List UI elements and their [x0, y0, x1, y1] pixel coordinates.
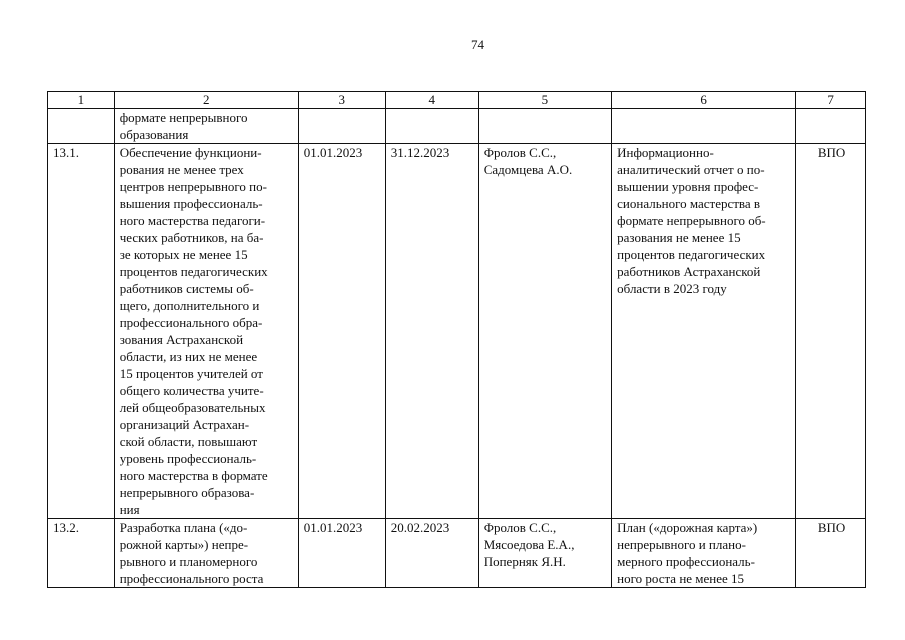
- cell-line: вышения профессиональ-: [119, 196, 263, 211]
- cell-line: профессионального обра-: [119, 315, 263, 330]
- continuation-executor-cell: [796, 109, 866, 144]
- column-header-3: 3: [298, 92, 385, 109]
- cell-line: уровень профессиональ-: [119, 451, 257, 466]
- cell-line: профессионального роста: [119, 571, 264, 586]
- row-executor: ВПО: [796, 519, 866, 588]
- row-start-date: 01.01.2023: [298, 519, 385, 588]
- cell-line: ного роста не менее 15: [617, 571, 745, 586]
- cell-line: непрерывного образова-: [119, 485, 255, 500]
- column-header-4: 4: [385, 92, 478, 109]
- cell-line: ного мастерства в формате: [119, 468, 268, 483]
- cell-line: работников Астраханской: [617, 264, 761, 279]
- row-start-date: 01.01.2023: [298, 144, 385, 519]
- continuation-line: формате непрерывного: [119, 110, 248, 125]
- cell-line: процентов педагогических: [617, 247, 766, 262]
- cell-line: Поперняк Я.Н.: [483, 554, 566, 569]
- continuation-num-cell: [48, 109, 115, 144]
- cell-line: формате непрерывного об-: [617, 213, 766, 228]
- cell-line: План («дорожная карта»): [617, 520, 758, 535]
- row-description: [114, 519, 298, 588]
- table-row: [48, 144, 866, 519]
- continuation-responsible-cell: [478, 109, 611, 144]
- cell-line: центров непрерывного по-: [119, 179, 267, 194]
- cell-line: зования Астраханской: [119, 332, 244, 347]
- page-number: 74: [471, 37, 484, 52]
- row-end-date: 20.02.2023: [385, 519, 478, 588]
- cell-line: 15 процентов учителей от: [119, 366, 263, 381]
- cell-line: Фролов С.С.,: [483, 520, 557, 535]
- cell-line: Фролов С.С.,: [483, 145, 557, 160]
- cell-line: общего количества учите-: [119, 383, 264, 398]
- continuation-line: образования: [119, 127, 189, 142]
- cell-line: рования не менее трех: [119, 162, 244, 177]
- cell-line: работников системы об-: [119, 281, 254, 296]
- row-executor: ВПО: [796, 144, 866, 519]
- row-result: [612, 144, 796, 519]
- cell-line: аналитический отчет о по-: [617, 162, 765, 177]
- continuation-start-cell: [298, 109, 385, 144]
- row-responsible: [478, 144, 611, 519]
- cell-line: сионального мастерства в: [617, 196, 761, 211]
- cell-line: зе которых не менее 15: [119, 247, 248, 262]
- cell-line: области в 2023 году: [617, 281, 727, 296]
- cell-line: рывного и планомерного: [119, 554, 258, 569]
- row-end-date: 31.12.2023: [385, 144, 478, 519]
- cell-line: рожной карты») непре-: [119, 537, 249, 552]
- cell-line: процентов педагогических: [119, 264, 268, 279]
- cell-line: Обеспечение функциони-: [119, 145, 262, 160]
- cell-line: разования не менее 15: [617, 230, 741, 245]
- column-header-6: 6: [612, 92, 796, 109]
- column-header-2: 2: [114, 92, 298, 109]
- cell-line: ской области, повышают: [119, 434, 258, 449]
- row-responsible: [478, 519, 611, 588]
- cell-line: ного мастерства педагоги-: [119, 213, 266, 228]
- cell-line: непрерывного и плано-: [617, 537, 746, 552]
- continuation-row: [48, 109, 866, 144]
- cell-line: организаций Астрахан-: [119, 417, 250, 432]
- column-header-1: 1: [48, 92, 115, 109]
- cell-line: мерного профессиональ-: [617, 554, 755, 569]
- cell-line: вышении уровня профес-: [617, 179, 759, 194]
- cell-line: области, из них не менее: [119, 349, 258, 364]
- continuation-result-cell: [612, 109, 796, 144]
- continuation-end-cell: [385, 109, 478, 144]
- cell-line: Разработка плана («до-: [119, 520, 248, 535]
- header-row: [48, 92, 866, 109]
- table-row: [48, 519, 866, 588]
- cell-line: Мясоедова Е.А.,: [483, 537, 575, 552]
- row-result: [612, 519, 796, 588]
- cell-line: щего, дополнительного и: [119, 298, 260, 313]
- row-number: 13.1.: [48, 144, 115, 519]
- cell-line: ческих работников, на ба-: [119, 230, 264, 245]
- cell-line: Садомцева А.О.: [483, 162, 573, 177]
- column-header-5: 5: [478, 92, 611, 109]
- cell-line: ния: [119, 502, 140, 517]
- cell-line: Информационно-: [617, 145, 714, 160]
- row-description: [114, 144, 298, 519]
- column-header-7: 7: [796, 92, 866, 109]
- plan-table: [47, 91, 866, 588]
- continuation-description-cell: [114, 109, 298, 144]
- row-number: 13.2.: [48, 519, 115, 588]
- cell-line: лей общеобразовательных: [119, 400, 266, 415]
